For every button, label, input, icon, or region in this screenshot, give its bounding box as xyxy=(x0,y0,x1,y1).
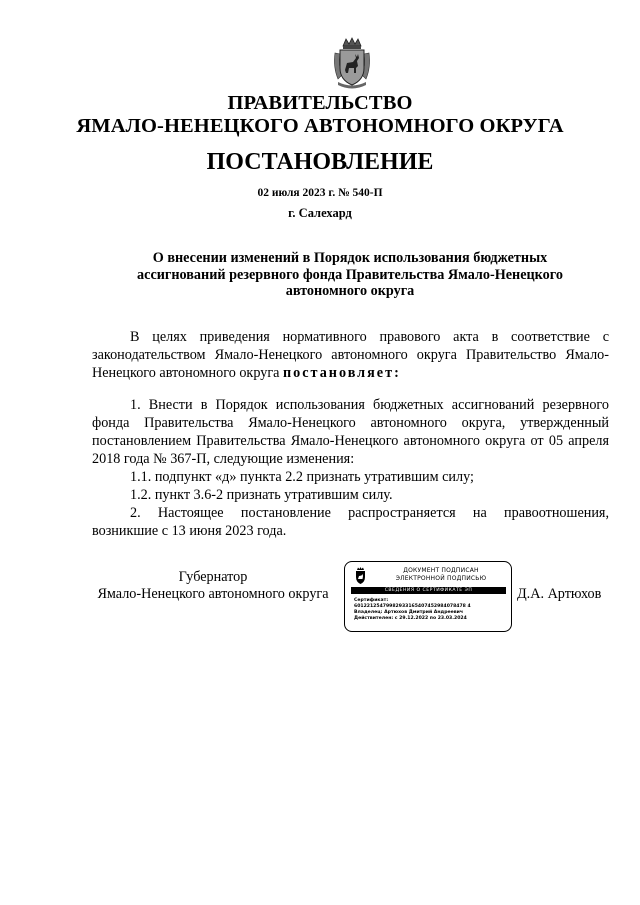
document-type: ПОСТАНОВЛЕНИЕ xyxy=(206,149,434,175)
subject-line1: О внесении изменений в Порядок использования бюджетных xyxy=(152,250,548,266)
document-subject xyxy=(100,250,600,300)
date-and-number: 02 июля 2023 г. № 540-П xyxy=(257,187,383,199)
yamal-coat-of-arms-icon xyxy=(332,37,372,89)
subject-line3: автономного округа xyxy=(285,283,415,299)
certificate-owner: Владелец: Артюхов Дмитрий Андреевич xyxy=(354,610,464,615)
item-1: 1. Внести в Порядок использования бюджетных ассигнований резервного фонда Правительства Ямало-Ненецкого автономного округа, утвержденный постановлением Правительства Ямало-Ненецкого автономного округа от 05 апреля 2018 года № 367-П, следующие изменения: xyxy=(92,397,609,467)
stamp-coat-of-arms-icon xyxy=(353,567,368,585)
signatory-region: Ямало-Ненецкого автономного округа xyxy=(97,586,329,602)
stamp-certificate-bar: СВЕДЕНИЯ О СЕРТИФИКАТЕ ЭП xyxy=(351,587,506,594)
decree-word: постановляет: xyxy=(282,365,401,381)
item-2: 2. Настоящее постановление распространяется на правоотношения, возникшие с 13 июня 2023 года. xyxy=(92,505,609,539)
signatory-title: Губернатор xyxy=(178,569,248,585)
government-title-line1: ПРАВИТЕЛЬСТВО xyxy=(227,92,413,114)
signatory-name: Д.А. Артюхов xyxy=(517,586,602,602)
preamble-text: В целях приведения нормативного правового акта в соответствие с законодательством Ямало-Ненецкого автономного округа Правительство Ямало-Ненецкого автономного округа xyxy=(92,329,609,381)
stamp-heading-line2: ЭЛЕКТРОННОЙ ПОДПИСЬЮ xyxy=(395,575,487,582)
stamp-certificate-info xyxy=(354,598,509,622)
government-title-line2: ЯМАЛО-НЕНЕЦКОГО АВТОНОМНОГО ОКРУГА xyxy=(76,115,564,137)
signatory-position xyxy=(88,569,338,603)
item-1-1: 1.1. подпункт «д» пункта 2.2 признать утратившим силу; xyxy=(130,469,474,485)
electronic-signature-stamp xyxy=(344,561,512,632)
stamp-heading-line1: ДОКУМЕНТ ПОДПИСАН xyxy=(403,567,479,574)
certificate-validity: Действителен: с 29.12.2022 по 23.03.2024 xyxy=(354,616,467,621)
preamble xyxy=(92,328,609,382)
resolution-items xyxy=(92,396,609,540)
government-title xyxy=(60,92,580,138)
certificate-number: 60122125479982933165407452984078478 4 xyxy=(354,604,471,609)
city: г. Салехард xyxy=(288,206,352,220)
subject-line2: ассигнований резервного фонда Правительства Ямало-Ненецкого xyxy=(137,266,563,283)
stamp-heading xyxy=(373,567,509,583)
certificate-label: Сертификат: xyxy=(354,598,389,603)
item-1-2: 1.2. пункт 3.6-2 признать утратившим силу. xyxy=(130,487,393,503)
